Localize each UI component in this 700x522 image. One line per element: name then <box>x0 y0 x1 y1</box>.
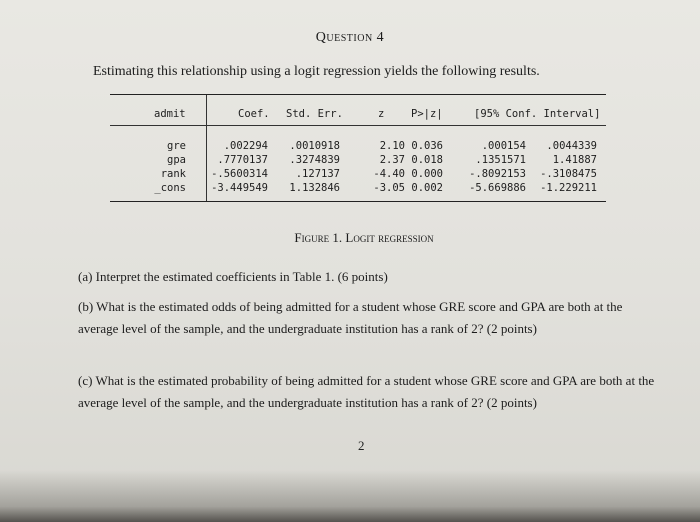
cell-coef: .7770137 <box>217 154 268 166</box>
question-c: (c) What is the estimated probability of being admitted for a student whose GRE score and GPA are both at the average level of the sample, and the undergraduate institution has a rank of 2? (2 points) <box>78 373 655 410</box>
cell-p: 0.000 <box>411 168 443 180</box>
cell-lo: -.8092153 <box>469 168 526 180</box>
header-admit: admit <box>154 108 186 120</box>
cell-lo: .1351571 <box>475 154 526 166</box>
table-header-row <box>110 95 606 126</box>
question-b: (b) What is the estimated odds of being admitted for a student whose GRE score and GPA are both at the average level of the sample, and the undergraduate institution has a rank of 2? (2 points) <box>78 299 623 336</box>
question-a: (a) Interpret the estimated coefficients in Table 1. (6 points) <box>78 269 388 284</box>
cell-coef: .002294 <box>223 140 268 152</box>
cell-hi: -1.229211 <box>540 182 597 194</box>
cell-lo: -5.669886 <box>469 182 526 194</box>
cell-lo: .000154 <box>481 140 526 152</box>
cell-z: 2.37 <box>379 154 405 166</box>
page-number: 2 <box>358 438 365 453</box>
regression-table <box>110 94 606 202</box>
figure-caption: Figure 1. Logit regression <box>294 230 434 245</box>
cell-hi: .0044339 <box>546 140 597 152</box>
cell-z: -4.40 <box>373 168 405 180</box>
header-coef: Coef. <box>238 108 270 120</box>
cell-se: .3274839 <box>289 154 340 166</box>
cell-var: rank <box>160 168 186 180</box>
photo-shadow <box>0 470 700 522</box>
header-p-value: P>|z| <box>411 108 443 120</box>
cell-z: -3.05 <box>373 182 405 194</box>
cell-hi: 1.41887 <box>552 154 597 166</box>
cell-var: gre <box>167 140 186 152</box>
cell-var: _cons <box>154 182 186 194</box>
cell-p: 0.002 <box>411 182 443 194</box>
cell-z: 2.10 <box>379 140 405 152</box>
header-z: z <box>378 108 385 120</box>
question-heading: Question 4 <box>315 30 385 45</box>
cell-var: gpa <box>167 154 186 166</box>
header-std-err: Std. Err. <box>286 108 343 120</box>
intro-text: Estimating this relationship using a logit regression yields the following results. <box>93 64 540 79</box>
cell-coef: -.5600314 <box>211 168 268 180</box>
table-divider <box>206 95 207 201</box>
cell-p: 0.036 <box>411 140 443 152</box>
cell-se: .127137 <box>295 168 340 180</box>
cell-se: 1.132846 <box>289 182 340 194</box>
header-conf-interval: [95% Conf. Interval] <box>474 108 601 120</box>
cell-coef: -3.449549 <box>211 182 268 194</box>
cell-hi: -.3108475 <box>540 168 597 180</box>
cell-se: .0010918 <box>289 140 340 152</box>
cell-p: 0.018 <box>411 154 443 166</box>
